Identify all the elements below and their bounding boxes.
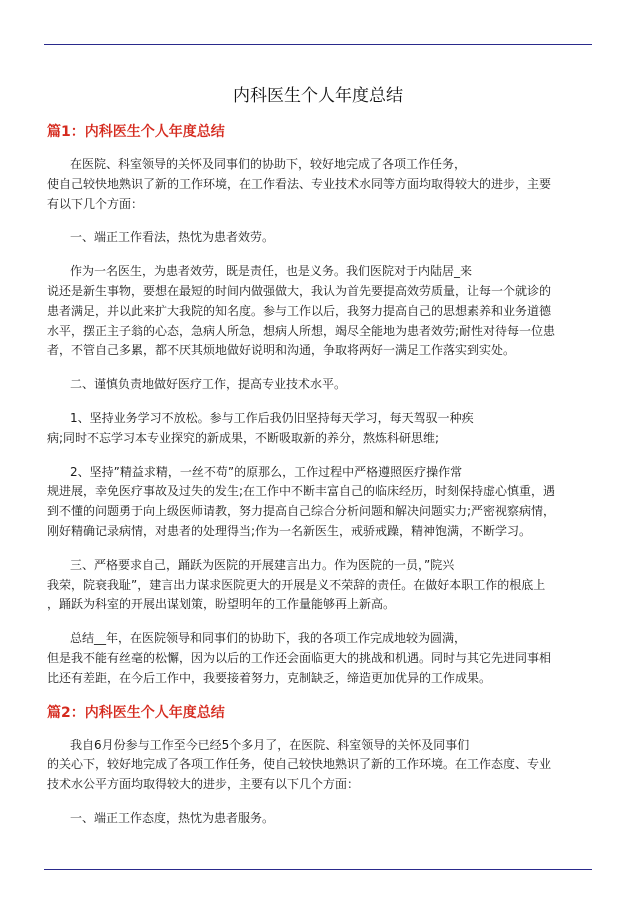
paragraph-line: 2、坚持”精益求精，一丝不苟”的原那么，工作过程中严格遵照医疗操作常	[70, 464, 463, 479]
section-heading: 篇1：内科医生个人年度总结	[47, 124, 225, 140]
paragraph	[47, 809, 589, 829]
paragraph	[47, 556, 589, 615]
document-body	[47, 84, 589, 843]
paragraph-line: 到不懂的问题勇于向上级医师请教，努力提高自己综合分析问题和解决问题实力;严密视察病情，	[47, 504, 556, 519]
paragraph	[47, 228, 589, 248]
paragraph-line: 者，不管自己多累，都不厌其烦地做好说明和沟通，争取将两好一满足工作落实到实处。	[47, 343, 516, 358]
paragraph-line: 总结__年，在医院领导和同事们的协助下，我的各项工作完成地较为圆满，	[70, 631, 467, 646]
paragraph-line: 我自6月份参与工作至今已经5个多月了，在医院、科室领导的关怀及同事们	[70, 737, 470, 752]
paragraph-line: 规进展，幸免医疗事故及过失的发生;在工作中不断丰富自己的临床经历，时刻保持虚心慎重，遇	[47, 484, 556, 499]
paragraph-line: 1、坚持业务学习不放松。参与工作后我仍旧坚持每天学习，每天驾驭一种疾	[70, 410, 474, 425]
paragraph	[47, 262, 589, 361]
footer-rule	[44, 869, 592, 870]
paragraph-line: 患者满足，并以此来扩大我院的知名度。参与工作以后，我努力提高自己的思想素养和业务道德	[47, 303, 552, 318]
paragraph-line: 水平，摆正主子翁的心态，急病人所急，想病人所想，竭尽全能地为患者效劳;耐性对待每一位患	[47, 323, 556, 338]
paragraph-line: 的关心下，较好地完成了各项工作任务，使自己较快地熟识了新的工作环境。在工作态度、专业	[47, 757, 552, 772]
paragraph-line: ，踊跃为科室的开展出谋划策，盼望明年的工作量能够再上新高。	[47, 597, 396, 612]
paragraph-line: 但是我不能有丝毫的松懈，因为以后的工作还会面临更大的挑战和机遇。同时与其它先进同事相	[47, 650, 552, 665]
paragraph-line: 在医院、科室领导的关怀及同事们的协助下，较好地完成了各项工作任务，	[70, 157, 467, 171]
paragraph-line: 作为一名医生，为患者效劳，既是责任，也是义务。我们医院对于内陆居_来	[70, 264, 473, 279]
paragraph	[47, 736, 589, 795]
paragraph	[47, 409, 589, 449]
sections-container	[47, 122, 589, 829]
paragraph-line: 病;同时不忘学习本专业探究的新成果，不断吸取新的养分，熬炼科研思维;	[47, 430, 440, 445]
paragraph-line: 一、端正工作态度，热忱为患者服务。	[70, 810, 275, 825]
paragraph-line: 一、端正工作看法，热忱为患者效劳。	[70, 230, 275, 245]
paragraph-line: 技术水公平方面均取得较大的进步，主要有以下几个方面：	[47, 777, 360, 792]
paragraph-line: 有以下几个方面：	[47, 196, 144, 211]
header-rule	[44, 44, 592, 45]
paragraph-line: 我荣，院衰我耻”，建言出力谋求医院更大的开展是义不荣辞的责任。在做好本职工作的根底上	[47, 577, 546, 592]
paragraph-line: 比还有差距，在今后工作中，我要接着努力，克制缺乏，缔造更加优异的工作成果。	[47, 670, 492, 685]
paragraph-line: 刚好精确记录病情，对患者的处理得当;作为一名新医生，戒骄戒躁，精神饱满，不断学习。	[47, 523, 532, 538]
paragraph	[47, 463, 589, 542]
paragraph	[47, 155, 589, 214]
page-title: 内科医生个人年度总结	[233, 86, 403, 106]
paragraph-line: 使自己较快地熟识了新的工作环境，在工作看法、专业技术水同等方面均取得较大的进步，主要	[47, 176, 552, 191]
paragraph-line: 说还是新生事物，要想在最短的时间内做强做大，我认为首先要提高效劳质量，让每一个就诊的	[47, 283, 552, 298]
paragraph-line: 二、谨慎负责地做好医疗工作，提高专业技术水平。	[70, 377, 347, 392]
paragraph-line: 三、严格要求自己，踊跃为医院的开展建言出力。作为医院的一员，”院兴	[70, 557, 455, 572]
section-heading: 篇2：内科医生个人年度总结	[47, 704, 225, 721]
paragraph	[47, 629, 589, 688]
paragraph	[47, 375, 589, 395]
